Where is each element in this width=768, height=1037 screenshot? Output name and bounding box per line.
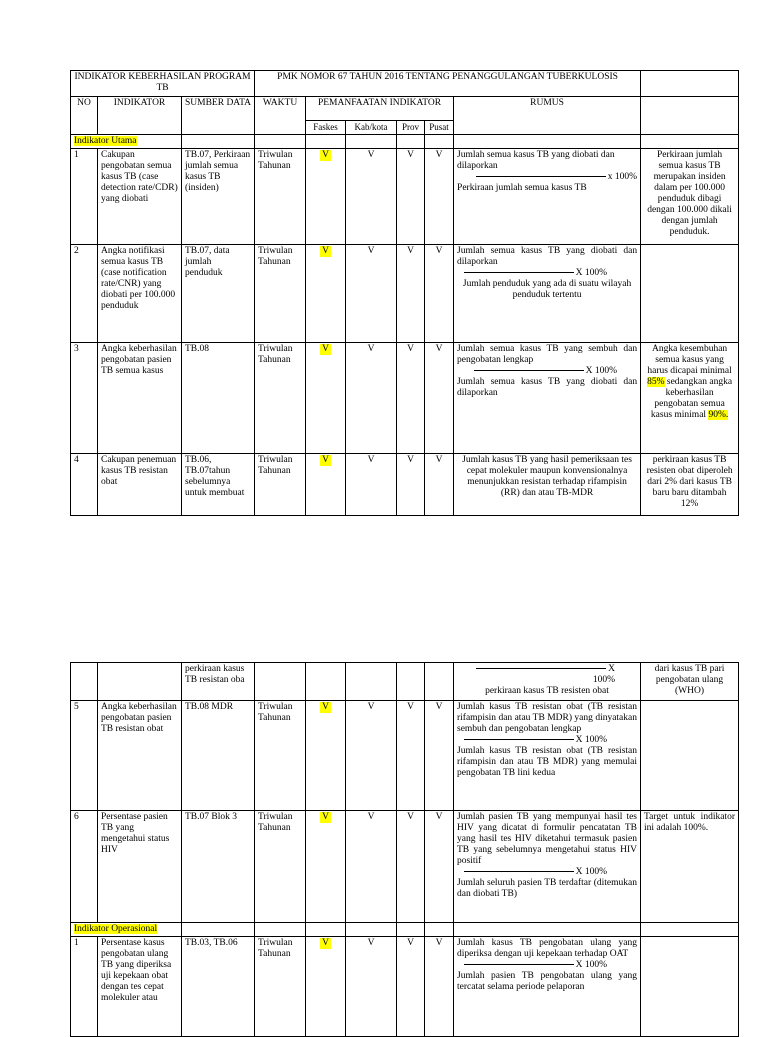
rumus-numerator: Jumlah kasus TB resistan obat (TB resistan rifampisin dan atau TB MDR) yang dinyatakan sembuh dan pengobatan lengkap [457, 702, 637, 734]
row-sumber: TB.08 MDR [182, 701, 255, 811]
row-sumber: TB.06, TB.07tahun sebelumnya untuk membuat [182, 454, 255, 516]
header-pemanfaatan: PEMANFAATAN INDIKATOR [306, 97, 454, 121]
row-indikator: Angka keberhasilan pengobatan pasien TB semua kasus [98, 343, 182, 454]
indicator-table-page-2 [70, 662, 739, 1037]
rumus-multiplier: X 100% [592, 664, 615, 685]
rumus-multiplier: X 100% [575, 268, 608, 278]
section-label-operasional [71, 923, 182, 937]
header-indikator: INDIKATOR [98, 97, 182, 135]
header-sumber-data: SUMBER DATA [182, 97, 255, 135]
row-rumus [454, 811, 641, 923]
row-keterangan: dari kasus TB pari pengobatan ulang (WHO) [641, 663, 739, 701]
row-no: 3 [71, 343, 98, 454]
check-prov: V [397, 454, 425, 516]
document-page-2 [0, 600, 768, 1024]
table-row [71, 149, 739, 245]
fraction-line [476, 668, 606, 669]
check-kabkota: V [346, 343, 397, 454]
row-sumber: TB.07, Perkiraan jumlah semua kasus TB (insiden) [182, 149, 255, 245]
row-indikator: Cakupan penemuan kasus TB resistan obat [98, 454, 182, 516]
row-rumus [454, 245, 641, 343]
rumus-numerator: Jumlah semua kasus TB yang diobati dan dilaporkan [457, 150, 615, 171]
header-waktu: WAKTU [255, 97, 306, 135]
table-row [71, 811, 739, 923]
row-no: 6 [71, 811, 98, 923]
highlight-90: 90%. [708, 410, 729, 420]
check-kabkota: V [346, 245, 397, 343]
row-rumus [454, 149, 641, 245]
row-rumus: Jumlah kasus TB yang hasil pemeriksaan tes cepat molekuler maupun konvensionalnya menunjukkan resistan terhadap rifampisin (RR) dan atau TB-MDR [454, 454, 641, 516]
check-pusat: V [425, 343, 454, 454]
check-prov: V [397, 149, 425, 245]
row-waktu: Triwulan Tahunan [255, 245, 306, 343]
header-row-columns [71, 97, 739, 121]
row-waktu: Triwulan Tahunan [255, 149, 306, 245]
row-indikator: Persentase kasus pengobatan ulang TB yang diperiksa uji kepekaan obat dengan tes cepat molekuler atau [98, 937, 182, 1037]
indicator-table-page-1 [70, 70, 739, 516]
check-faskes: V [306, 149, 346, 245]
row-no: 5 [71, 701, 98, 811]
row-sumber: TB.03, TB.06 [182, 937, 255, 1037]
table-row [71, 937, 739, 1037]
check-pusat: V [425, 937, 454, 1037]
check-prov: V [397, 245, 425, 343]
check-pusat: V [425, 149, 454, 245]
row-rumus [454, 937, 641, 1037]
row-rumus [454, 343, 641, 454]
row-rumus [454, 701, 641, 811]
section-label-utama [71, 135, 182, 149]
check-kabkota: V [346, 811, 397, 923]
check-prov: V [397, 701, 425, 811]
header-blank-2 [641, 97, 739, 135]
header-prov: Prov [397, 121, 425, 135]
rumus-multiplier: X 100% [585, 366, 618, 376]
check-prov: V [397, 811, 425, 923]
rumus-denominator: Jumlah seluruh pasien TB terdaftar (ditemukan dan diobati TB) [457, 878, 637, 899]
row-no: 1 [71, 149, 98, 245]
check-pusat: V [425, 245, 454, 343]
header-faskes: Faskes [306, 121, 346, 135]
fraction-line [464, 739, 574, 740]
rumus-denominator: Perkiraan jumlah semua kasus TB [457, 183, 587, 193]
row-no: 2 [71, 245, 98, 343]
check-faskes: V [306, 343, 346, 454]
row-keterangan: perkiraan kasus TB resisten obat diperoleh dari 2% dari kasus TB baru baru ditambah 12% [641, 454, 739, 516]
row-keterangan [641, 701, 739, 811]
header-rumus: RUMUS [454, 97, 641, 135]
check-pusat: V [425, 811, 454, 923]
check-faskes: V [306, 701, 346, 811]
row-sumber: TB.08 [182, 343, 255, 454]
rumus-multiplier: X 100% [575, 867, 607, 877]
fraction-line [476, 176, 606, 177]
row-sumber: perkiraan kasus TB resistan oba [182, 663, 255, 701]
row-waktu: Triwulan Tahunan [255, 811, 306, 923]
row-indikator: Angka notifikasi semua kasus TB (case notification rate/CNR) yang diobati per 100.000 penduduk [98, 245, 182, 343]
table-row [71, 343, 739, 454]
fraction-line [464, 964, 574, 965]
header-kabkota: Kab/kota [346, 121, 397, 135]
check-kabkota: V [346, 149, 397, 245]
rumus-multiplier: X 100% [575, 735, 607, 745]
check-prov: V [397, 937, 425, 1037]
row-waktu: Triwulan Tahunan [255, 937, 306, 1037]
section-row-operasional [71, 923, 739, 937]
header-pusat: Pusat [425, 121, 454, 135]
header-indikator-program: INDIKATOR KEBERHASILAN PROGRAM TB [71, 71, 255, 97]
fraction-line [464, 871, 574, 872]
header-blank [641, 71, 739, 97]
table-row [71, 701, 739, 811]
check-pusat: V [425, 454, 454, 516]
section-utama-label: Indikator Utama [74, 136, 137, 146]
table-row-continuation [71, 663, 739, 701]
fraction-line [474, 370, 584, 371]
section-row-utama [71, 135, 739, 149]
section-operasional-label: Indikator Operasional [74, 924, 158, 934]
check-kabkota: V [346, 937, 397, 1037]
row-keterangan: Perkiraan jumlah semua kasus TB merupakan insiden dalam per 100.000 penduduk dibagi dengan 100.000 dikali dengan jumlah penduduk. [641, 149, 739, 245]
row-indikator: Persentase pasien TB yang mengetahui status HIV [98, 811, 182, 923]
rumus-numerator: Jumlah kasus TB pengobatan ulang yang diperiksa dengan uji kepekaan terhadap OAT [457, 938, 637, 959]
row-no: 1 [71, 937, 98, 1037]
row-no: 4 [71, 454, 98, 516]
row-sumber: TB.07 Blok 3 [182, 811, 255, 923]
rumus-numerator: Jumlah pasien TB yang mempunyai hasil tes HIV yang dicatat di formulir pencatatan TB yang hasil tes HIV diketahui termasuk pasien TB yang sebelumnya mengetahui status HIV positif [457, 812, 637, 866]
row-waktu: Triwulan Tahunan [255, 701, 306, 811]
check-faskes: V [306, 454, 346, 516]
check-faskes: V [306, 937, 346, 1037]
row-keterangan: Target untuk indikator ini adalah 100%. [641, 811, 739, 923]
check-faskes: V [306, 245, 346, 343]
rumus-denominator: Jumlah pasien TB pengobatan ulang yang tercatat selama periode pelaporan [457, 971, 637, 992]
row-keterangan [641, 937, 739, 1037]
row-sumber: TB.07, data jumlah penduduk [182, 245, 255, 343]
rumus-denominator: Jumlah penduduk yang ada di suatu wilayah penduduk tertentu [462, 279, 632, 300]
header-no: NO [71, 97, 98, 135]
row-keterangan: Angka kesembuhan semua kasus yang harus dicapai minimal 85% sedangkan angka keberhasilan pengobatan semua kasus minimal 90%. [641, 343, 739, 454]
row-waktu: Triwulan Tahunan [255, 454, 306, 516]
highlight-85: 85% [647, 377, 665, 387]
header-row-title [71, 71, 739, 97]
check-prov: V [397, 343, 425, 454]
rumus-denominator: Jumlah kasus TB resistan obat (TB resistan rifampisin dan atau TB MDR) yang memulai pengobatan TB lini kedua [457, 746, 637, 778]
check-kabkota: V [346, 454, 397, 516]
rumus-denominator: Jumlah semua kasus TB yang diobati dan dilaporkan [457, 377, 638, 398]
row-rumus [454, 663, 641, 701]
table-row [71, 245, 739, 343]
fraction-line [464, 272, 574, 273]
row-waktu: Triwulan Tahunan [255, 343, 306, 454]
row-indikator: Angka keberhasilan pengobatan pasien TB resistan obat [98, 701, 182, 811]
check-pusat: V [425, 701, 454, 811]
rumus-denominator: perkiraan kasus TB resisten obat [485, 686, 609, 696]
row-keterangan [641, 245, 739, 343]
rumus-numerator: Jumlah semua kasus TB yang diobati dan dilaporkan [457, 246, 638, 267]
rumus-numerator: Jumlah semua kasus TB yang sembuh dan pengobatan lengkap [457, 344, 638, 365]
row-indikator: Cakupan pengobatan semua kasus TB (case detection rate/CDR) yang diobati [98, 149, 182, 245]
check-faskes: V [306, 811, 346, 923]
header-pmk: PMK NOMOR 67 TAHUN 2016 TENTANG PENANGGULANGAN TUBERKULOSIS [255, 71, 641, 97]
table-row [71, 454, 739, 516]
rumus-multiplier: X 100% [575, 960, 607, 970]
check-kabkota: V [346, 701, 397, 811]
rumus-multiplier: x 100% [607, 172, 638, 182]
